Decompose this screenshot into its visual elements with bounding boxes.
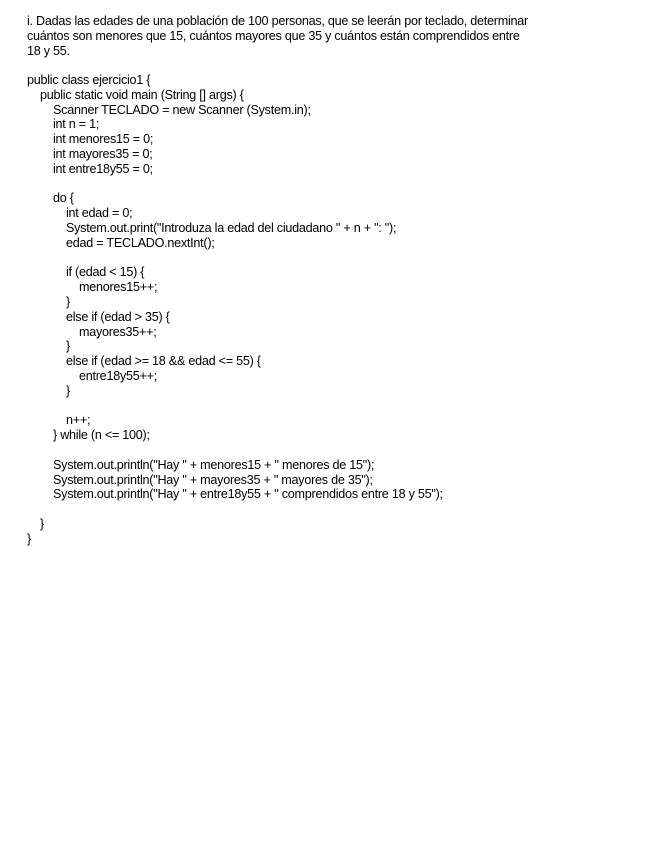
code-line: } bbox=[27, 383, 70, 398]
code-line: n++; bbox=[27, 413, 91, 428]
code-line: } bbox=[27, 339, 70, 354]
code-line: int n = 1; bbox=[27, 117, 100, 132]
statement-line: i. Dadas las edades de una población de 100 personas, que se leerán por teclado, determinar bbox=[27, 14, 528, 28]
code-line: entre18y55++; bbox=[27, 368, 157, 383]
code-line: edad = TECLADO.nextInt(); bbox=[27, 235, 215, 250]
code-line: int menores15 = 0; bbox=[27, 132, 154, 147]
code-line: public static void main (String [] args) { bbox=[27, 87, 244, 102]
code-line: Scanner TECLADO = new Scanner (System.in); bbox=[27, 102, 311, 117]
code-line: do { bbox=[27, 191, 74, 206]
code-line: System.out.println("Hay " + entre18y55 + " comprendidos entre 18 y 55"); bbox=[27, 487, 443, 502]
statement-line: 18 y 55. bbox=[27, 43, 70, 58]
code-line: int entre18y55 = 0; bbox=[27, 161, 153, 176]
code-line: else if (edad >= 18 && edad <= 55) { bbox=[27, 354, 261, 369]
code-line: if (edad < 15) { bbox=[27, 265, 145, 280]
code-line bbox=[27, 502, 627, 517]
code-line bbox=[27, 443, 627, 458]
code-line: int edad = 0; bbox=[27, 206, 133, 221]
code-line bbox=[27, 251, 627, 266]
code-line: mayores35++; bbox=[27, 324, 157, 339]
code-line: System.out.println("Hay " + mayores35 + " mayores de 35"); bbox=[27, 472, 373, 487]
code-line: } while (n <= 100); bbox=[27, 428, 150, 443]
code-line: System.out.print("Introduza la edad del ciudadano " + n + ": "); bbox=[27, 220, 397, 235]
code-line: else if (edad > 35) { bbox=[27, 309, 170, 324]
code-line: } bbox=[27, 294, 70, 309]
code-line bbox=[27, 399, 627, 414]
code-line: System.out.println("Hay " + menores15 + " menores de 15"); bbox=[27, 457, 375, 472]
code-line: } bbox=[27, 531, 31, 546]
code-line: } bbox=[27, 516, 44, 531]
exercise-statement bbox=[27, 14, 587, 58]
code-line: public class ejercicio1 { bbox=[27, 73, 151, 87]
java-code-listing bbox=[27, 73, 627, 547]
statement-line: cuántos son menores que 15, cuántos mayores que 35 y cuántos están comprendidos entre bbox=[27, 28, 520, 43]
code-line: int mayores35 = 0; bbox=[27, 146, 153, 161]
code-line bbox=[27, 177, 627, 192]
code-line: menores15++; bbox=[27, 280, 158, 295]
